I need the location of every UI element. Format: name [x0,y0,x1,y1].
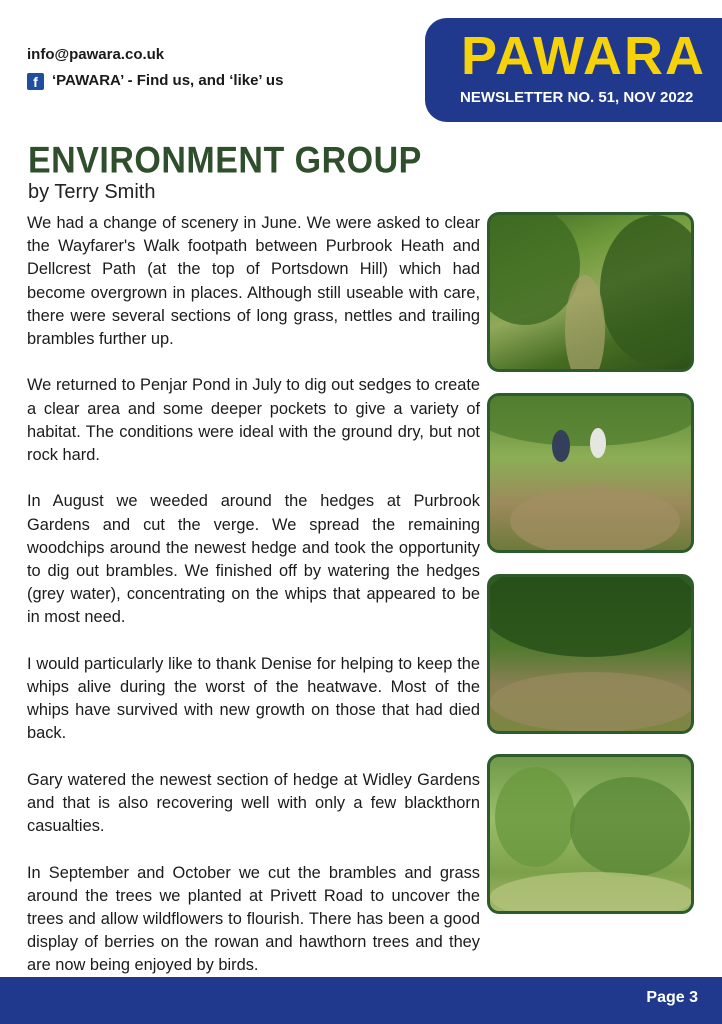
contact-block [27,42,283,94]
photo-person [552,430,570,462]
photo-foliage [570,777,690,877]
photo-path [565,275,605,372]
paragraph: We returned to Penjar Pond in July to dig out sedges to create a clear area and some deeper pockets to give a variety of habitat. The conditions were ideal with the ground dry, but not rock hard. [27,376,480,465]
page-number: Page 3 [646,989,698,1006]
paragraph: In August we weeded around the hedges at Purbrook Gardens and cut the verge. We spread the remaining woodchips around the newest hedge and took the opportunity to dig out brambles. We finished off by watering the hedges (grey water), concentrating on the whips that appeared to be in most need. [27,492,480,627]
masthead-title: PAWARA [461,26,707,86]
article-title: ENVIRONMENT GROUP [28,140,422,182]
photo-footpath [487,212,694,372]
email-link[interactable]: info@pawara.co.uk [27,46,165,63]
facebook-row[interactable] [27,68,283,94]
photo-foliage [495,767,575,867]
paragraph: Gary watered the newest section of hedge at Widley Gardens and that is also recovering well with only a few blackthorn casualties. [27,770,480,836]
article-body [27,212,480,1001]
photo-hedges [487,574,694,734]
facebook-icon[interactable]: f [27,73,44,90]
photo-grass [490,872,694,914]
paragraph: We had a change of scenery in June. We were asked to clear the Wayfarer's Walk footpath between Purbrook Heath and Dellcrest Path (at the top of Portsdown Hill) which had become overgrown in places. Although still useable with care, there were several sections of long grass, nettles and trailing brambles further up. [27,214,480,349]
paragraph: I would particularly like to thank Denise for helping to keep the whips alive during the worst of the heatwave. Most of the whips have survived with new growth on those that had died back. [27,654,480,743]
paragraph: In September and October we cut the brambles and grass around the trees we planted at Privett Road to uncover the trees and allow wildflowers to flourish. There has been a good display of berries on the rowan and hawthorn trees and they are now being enjoyed by birds. [27,863,480,975]
photo-trees [487,754,694,914]
photo-foliage [600,215,694,365]
photo-foliage [487,574,694,657]
photo-person [590,428,606,458]
masthead-subtitle: NEWSLETTER NO. 51, NOV 2022 [460,89,694,106]
masthead [425,18,722,122]
page-footer [0,977,722,1024]
photo-pond-work [487,393,694,553]
facebook-text: ‘PAWARA’ - Find us, and ‘like’ us [52,72,284,89]
article-byline: by Terry Smith [28,181,156,203]
photo-ground [490,672,694,732]
photo-ground [510,486,680,553]
